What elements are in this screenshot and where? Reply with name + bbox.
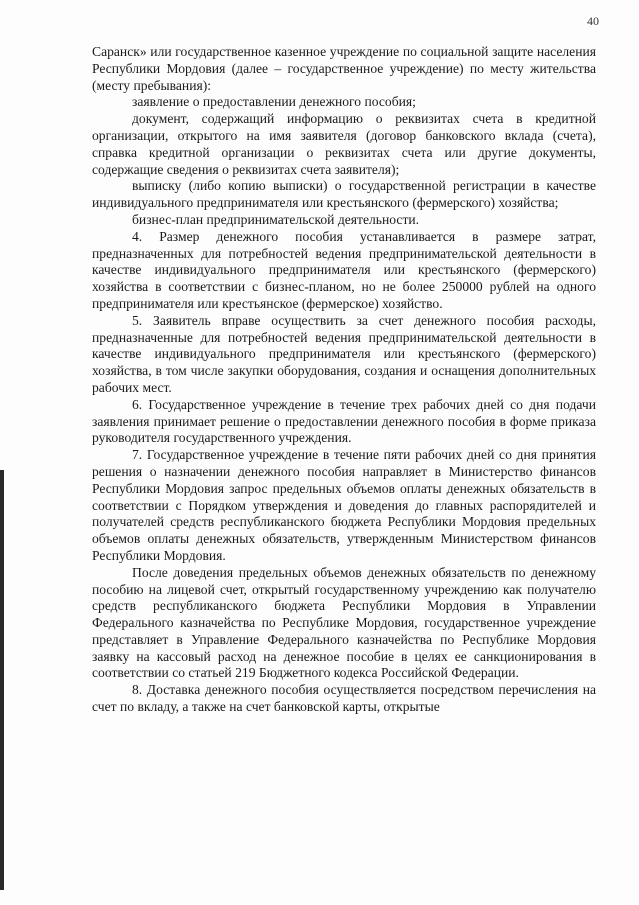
paragraph-business-plan: бизнес-план предпринимательской деятельности. — [132, 211, 420, 227]
page-number: 40 — [587, 14, 599, 28]
paragraph-intro: Саранск» или государственное казенное учреждение по социальной защите населения Республики Мордовия (далее – государственное учреждение) по месту жительства (месту пребывания): — [92, 44, 596, 93]
document-body — [92, 44, 596, 716]
paragraph-item-5: 5. Заявитель вправе осуществить за счет денежного пособия расходы, предназначенные для потребностей ведения предпринимательской деятельности в качестве индивидуального предпринимателя или крестьянского (фермерского) хозяйства, в том числе закупки оборудования, создания и оснащения дополнительных рабочих мест. — [92, 312, 596, 395]
paragraph-item-7: 7. Государственное учреждение в течение пяти рабочих дней со дня принятия решения о назначении денежного пособия направляет в Министерство финансов Республики Мордовия запрос предельных объемов оплаты денежных обязательств в соответствии с Порядком утверждения и доведения до главных распорядителей и получателей средств республиканского бюджета Республики Мордовия предельных объемов оплаты денежных обязательств, утвержденным Министерством финансов Республики Мордовия. — [92, 447, 596, 563]
paragraph-item-4: 4. Размер денежного пособия устанавливается в размере затрат, предназначенных для потребностей ведения предпринимательской деятельности в качестве индивидуального предпринимателя или крестьянского (фермерского) хозяйства в соответствии с бизнес-планом, но не более 250000 рублей на одного предпринимателя или крестьянское (фермерское) хозяйство. — [92, 228, 596, 311]
paragraph-application: заявление о предоставлении денежного пособия; — [132, 94, 416, 110]
paragraph-item-8: 8. Доставка денежного пособия осуществляется посредством перечисления на счет по вкладу, а также на счет банковской карты, открытые — [92, 682, 596, 715]
paragraph-bank-details: документ, содержащий информацию о реквизитах счета в кредитной организации, открытого на имя заявителя (договор банковского вклада (счета), справка кредитной организации о реквизитах счета или другие документы, содержащие сведения о реквизитах счета заявителя); — [92, 111, 596, 177]
scan-edge-shadow — [0, 470, 4, 890]
paragraph-item-6: 6. Государственное учреждение в течение трех рабочих дней со дня подачи заявления принимает решение о предоставлении денежного пособия в форме приказа руководителя государственного учреждения. — [92, 396, 596, 446]
paragraph-registration-extract: выписку (либо копию выписки) о государственной регистрации в качестве индивидуального предпринимателя или крестьянского (фермерского) хозяйства; — [92, 178, 596, 211]
paragraph-item-7-continued: После доведения предельных объемов денежных обязательств по денежному пособию на лицевой счет, открытый государственному учреждению как получателю средств республиканского бюджета Республики Мордовия в Управлении Федерального казначейства по Республике Мордовия, государственное учреждение представляет в Управление Федерального казначейства по Республике Мордовия заявку на кассовый расход на денежное пособие в целях ее санкционирования в соответствии со статьей 219 Бюджетного кодекса Российской Федерации. — [92, 564, 596, 681]
